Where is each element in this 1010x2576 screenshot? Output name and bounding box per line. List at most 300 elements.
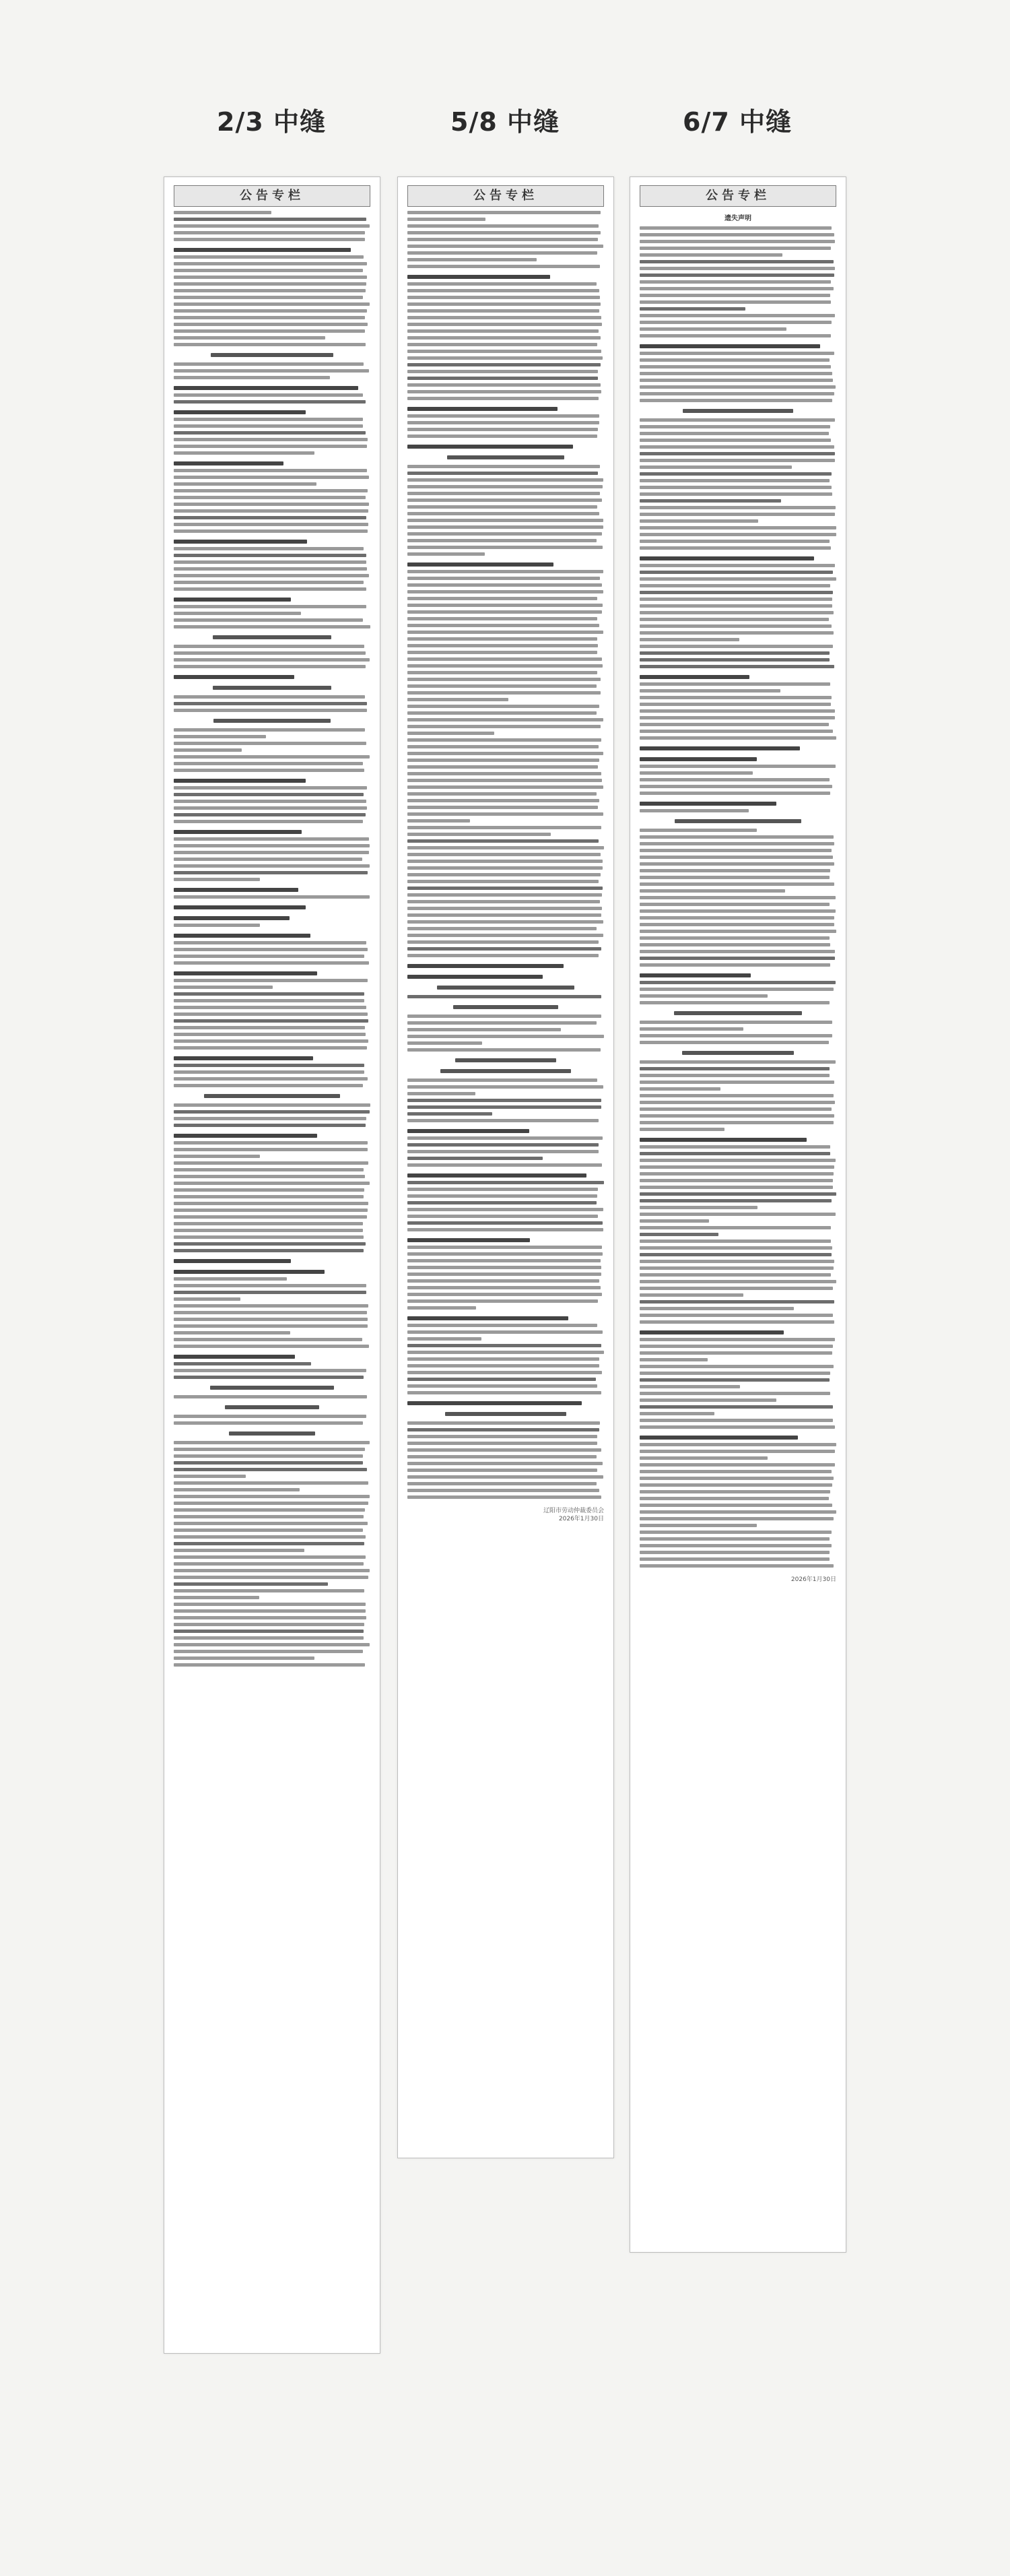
text-line (174, 523, 368, 526)
text-line (640, 746, 800, 750)
text-line (174, 509, 368, 513)
text-line (174, 309, 367, 313)
text-line (174, 376, 330, 379)
text-line (640, 1219, 709, 1223)
text-line (640, 1034, 832, 1037)
text-line (407, 343, 597, 346)
text-line (640, 771, 753, 775)
text-line (407, 772, 601, 775)
text-line (640, 1027, 743, 1031)
text-line (640, 1199, 832, 1202)
text-line (174, 1596, 259, 1599)
signoff-date: 2026年1月30日 (558, 1516, 604, 1522)
text-line (174, 1522, 368, 1525)
text-line (640, 1372, 830, 1375)
text-line (640, 1094, 834, 1097)
text-line (640, 479, 830, 482)
text-line (174, 1515, 364, 1518)
text-line (640, 675, 749, 679)
text-line (640, 696, 832, 699)
text-line (407, 1150, 599, 1153)
text-line (640, 432, 829, 435)
text-line (640, 1358, 708, 1361)
text-line (407, 644, 598, 647)
notice-column-1 (164, 176, 380, 2354)
text-line (640, 1138, 807, 1142)
text-line (640, 287, 834, 290)
text-line (174, 658, 370, 662)
text-line (407, 251, 597, 255)
text-line (174, 905, 306, 909)
signoff-org: 辽阳市劳动仲裁委员会 (543, 1508, 604, 1514)
text-line (174, 1582, 328, 1586)
text-line (407, 995, 601, 998)
text-line (407, 265, 600, 268)
text-line (640, 526, 836, 529)
text-line (445, 1412, 566, 1416)
text-line (407, 1021, 597, 1025)
text-line (174, 1188, 364, 1192)
text-line (174, 1202, 368, 1205)
text-line (640, 665, 834, 668)
text-line (407, 1337, 481, 1341)
text-line (640, 571, 833, 574)
column-title: 公告专栏 (174, 185, 370, 207)
text-line (407, 610, 602, 614)
text-line (407, 370, 598, 373)
text-line (640, 1128, 725, 1131)
text-line (174, 386, 358, 390)
text-line (407, 231, 601, 234)
text-line (640, 1114, 834, 1118)
text-line (174, 1297, 240, 1301)
text-line (174, 1117, 366, 1120)
text-line (640, 604, 832, 608)
text-line (407, 296, 600, 299)
text-line (407, 1428, 599, 1431)
text-line (407, 377, 598, 380)
text-line (640, 1041, 829, 1044)
text-line (407, 1099, 601, 1102)
text-line (407, 1273, 601, 1276)
text-line (174, 1084, 363, 1087)
text-line (407, 583, 602, 587)
text-line (407, 752, 603, 755)
text-line (640, 1443, 836, 1446)
column-title: 公告专栏 (640, 185, 836, 207)
column-signoff (407, 1507, 604, 1523)
signoff-date: 2026年1月30日 (790, 1576, 836, 1583)
text-line (407, 1266, 601, 1269)
text-line (174, 1077, 368, 1081)
text-line (407, 570, 603, 573)
text-line (640, 519, 758, 523)
text-line (640, 1345, 833, 1348)
text-line (640, 280, 831, 284)
text-line (640, 247, 831, 250)
text-line (407, 363, 601, 366)
text-line (407, 893, 602, 897)
column-signoff (640, 1576, 836, 1584)
text-line (640, 842, 834, 845)
text-line (407, 1495, 601, 1499)
header-2-3: 2/3 中缝 (217, 107, 326, 137)
text-line (407, 258, 537, 261)
text-line (174, 438, 368, 441)
text-line (174, 1589, 364, 1592)
text-line (174, 496, 366, 499)
text-line (174, 971, 317, 975)
text-line (640, 1490, 830, 1493)
text-line (407, 1201, 597, 1204)
text-line (174, 323, 368, 326)
text-line (407, 597, 597, 600)
text-line (640, 472, 832, 476)
text-line (640, 1293, 743, 1297)
text-line (640, 445, 834, 449)
text-line (407, 1279, 599, 1283)
text-line (174, 651, 366, 655)
text-line (407, 913, 601, 917)
text-line (640, 1067, 830, 1070)
text-line (640, 973, 751, 977)
text-line (174, 742, 366, 745)
text-line (640, 584, 830, 587)
text-line (407, 1228, 603, 1231)
text-line (174, 224, 370, 228)
text-line (640, 957, 835, 960)
text-line (640, 876, 830, 879)
text-line (174, 1175, 365, 1178)
text-line (640, 240, 835, 243)
text-line (407, 657, 602, 661)
text-line (174, 895, 370, 899)
text-line (407, 302, 601, 306)
text-line (407, 397, 599, 400)
text-line (174, 1026, 365, 1029)
text-line (640, 923, 834, 926)
text-line (407, 819, 470, 823)
text-line (640, 1456, 768, 1460)
text-line (174, 1609, 366, 1613)
text-line (174, 755, 370, 759)
text-line (174, 1576, 368, 1579)
text-line (174, 1562, 364, 1566)
text-line (174, 1324, 368, 1328)
text-line (407, 562, 553, 567)
text-line (640, 658, 830, 662)
text-line (640, 943, 830, 946)
text-line (174, 1495, 370, 1498)
text-line (174, 1124, 366, 1127)
text-line (174, 1502, 368, 1505)
text-line (174, 1291, 366, 1294)
text-line (640, 1260, 834, 1263)
text-line (407, 552, 485, 556)
text-line (174, 1148, 368, 1151)
text-line (640, 591, 833, 594)
text-line (174, 924, 260, 927)
text-line (640, 689, 780, 693)
text-line (229, 1431, 315, 1436)
text-line (640, 809, 749, 812)
text-line (640, 785, 832, 788)
text-line (407, 1316, 568, 1320)
text-line (640, 459, 835, 462)
text-line (407, 1469, 597, 1472)
text-line (213, 719, 331, 723)
text-line (640, 829, 757, 832)
text-line (407, 792, 597, 796)
text-line (407, 1194, 597, 1198)
text-line (640, 1564, 834, 1568)
text-line (407, 779, 602, 782)
text-line (174, 1209, 368, 1212)
text-line (640, 1206, 758, 1209)
text-line (174, 1134, 317, 1138)
text-line (174, 1448, 365, 1451)
text-line (640, 300, 831, 304)
text-line (640, 1412, 714, 1415)
text-line (407, 211, 601, 214)
column-text (407, 211, 604, 1499)
text-line (640, 988, 834, 991)
text-line (640, 425, 830, 428)
text-line (174, 955, 364, 958)
text-line (407, 718, 603, 721)
text-line (640, 682, 830, 686)
text-line (174, 400, 366, 404)
text-line (640, 618, 829, 621)
text-line (407, 478, 603, 482)
text-line (407, 947, 601, 951)
text-line (407, 445, 573, 449)
text-line (407, 691, 601, 695)
text-line (174, 1555, 366, 1559)
text-line (174, 469, 367, 472)
text-line (174, 1395, 367, 1398)
text-line (407, 218, 485, 221)
column-text (640, 226, 836, 1568)
text-line (640, 1233, 718, 1236)
text-line (174, 941, 366, 944)
text-line (174, 645, 364, 648)
text-line (174, 1056, 313, 1060)
text-line (174, 1569, 370, 1572)
text-line (174, 769, 364, 772)
text-line (640, 267, 835, 270)
text-line (407, 434, 597, 438)
text-line (211, 353, 333, 357)
text-line (407, 678, 601, 681)
text-line (174, 851, 369, 854)
text-line (407, 1482, 597, 1485)
text-line (407, 907, 602, 910)
text-line (174, 999, 364, 1002)
text-line (640, 233, 834, 236)
text-line (407, 1105, 601, 1109)
text-line (640, 1544, 832, 1547)
text-line (640, 1497, 829, 1500)
text-line (447, 455, 565, 459)
text-line (407, 1357, 599, 1361)
text-line (174, 276, 367, 279)
text-line (174, 871, 368, 874)
text-line (407, 590, 603, 593)
text-line (407, 1246, 602, 1249)
text-line (640, 757, 757, 761)
text-line (407, 1286, 601, 1289)
text-line (640, 1192, 836, 1196)
text-line (407, 873, 601, 876)
text-line (640, 994, 768, 998)
text-line (640, 1436, 798, 1440)
text-line (174, 218, 366, 221)
text-line (407, 684, 597, 688)
text-line (174, 618, 363, 622)
text-line (174, 1141, 368, 1145)
text-line (640, 950, 835, 953)
text-line (174, 1338, 362, 1341)
text-line (174, 255, 364, 259)
text-line (407, 1129, 529, 1133)
text-line (174, 1421, 363, 1425)
text-line (640, 723, 829, 726)
text-line (174, 1103, 370, 1107)
text-line (407, 1293, 602, 1296)
text-line (640, 1172, 834, 1176)
text-line (640, 1392, 830, 1395)
text-line (640, 1213, 836, 1216)
text-line (640, 1504, 832, 1507)
text-line (640, 849, 832, 852)
text-line (640, 1021, 832, 1024)
text-line (174, 1623, 364, 1626)
text-line (640, 903, 830, 906)
text-line (174, 489, 368, 492)
text-line (407, 1035, 604, 1038)
text-line (640, 1186, 833, 1189)
text-line (174, 1663, 365, 1667)
text-line (174, 1481, 368, 1485)
text-line (174, 418, 363, 421)
text-line (174, 961, 369, 965)
text-line (682, 1051, 795, 1055)
text-line (640, 1378, 830, 1382)
text-line (174, 820, 363, 823)
text-line (174, 1488, 300, 1491)
text-line (174, 445, 367, 448)
text-line (640, 916, 834, 920)
text-line (407, 920, 603, 924)
text-line (174, 800, 366, 803)
text-line (407, 224, 599, 228)
text-line (640, 869, 830, 872)
text-line (640, 492, 832, 496)
text-line (407, 498, 602, 502)
text-line (640, 856, 833, 859)
text-line (407, 1475, 603, 1479)
text-line (407, 1455, 597, 1458)
column-text (174, 211, 370, 1667)
text-line (407, 671, 597, 674)
text-line (407, 407, 558, 411)
text-line (640, 882, 834, 886)
text-line (174, 1454, 363, 1458)
text-line (174, 728, 365, 732)
text-line (640, 392, 834, 395)
text-line (640, 611, 834, 614)
text-line (407, 1462, 603, 1465)
text-line (640, 1351, 832, 1355)
text-line (174, 1033, 366, 1036)
text-line (174, 948, 368, 951)
text-line (174, 393, 363, 397)
text-line (174, 864, 370, 868)
text-line (174, 1012, 368, 1016)
text-line (174, 289, 366, 292)
text-line (640, 1330, 784, 1334)
text-line (174, 476, 369, 479)
text-line (640, 930, 836, 933)
text-line (174, 369, 369, 373)
text-line (640, 909, 836, 913)
text-line (174, 1376, 364, 1379)
text-line (174, 916, 290, 920)
text-line (407, 1259, 601, 1262)
text-line (640, 1320, 834, 1324)
text-line (174, 1229, 363, 1232)
text-line (407, 1119, 599, 1122)
text-line (640, 1551, 830, 1554)
text-line (640, 802, 776, 806)
text-line (407, 738, 601, 742)
text-line (640, 439, 831, 442)
text-line (174, 793, 364, 796)
text-line (407, 964, 564, 968)
text-line (640, 1266, 834, 1270)
text-line (174, 1006, 366, 1009)
text-line (174, 1311, 367, 1314)
text-line (407, 1188, 598, 1191)
text-line (407, 414, 599, 418)
text-line (174, 1630, 364, 1633)
text-line (174, 547, 364, 550)
text-line (174, 1549, 304, 1552)
text-line (640, 385, 836, 389)
text-line (174, 702, 367, 705)
text-line (174, 1110, 370, 1114)
text-line (407, 383, 601, 387)
text-line (407, 577, 600, 580)
text-line (407, 1078, 597, 1082)
text-line (174, 1441, 370, 1444)
text-line (640, 273, 834, 277)
text-line (640, 1385, 740, 1388)
text-line (407, 631, 603, 634)
text-line (640, 730, 833, 733)
text-line (174, 1318, 368, 1321)
text-line (640, 716, 835, 719)
text-line (174, 625, 370, 629)
text-line (174, 503, 369, 506)
text-line (640, 1537, 830, 1541)
text-line (640, 1425, 835, 1429)
text-line (640, 1338, 835, 1341)
text-line (174, 1249, 364, 1252)
text-line (640, 1074, 830, 1077)
text-line (174, 1019, 368, 1023)
